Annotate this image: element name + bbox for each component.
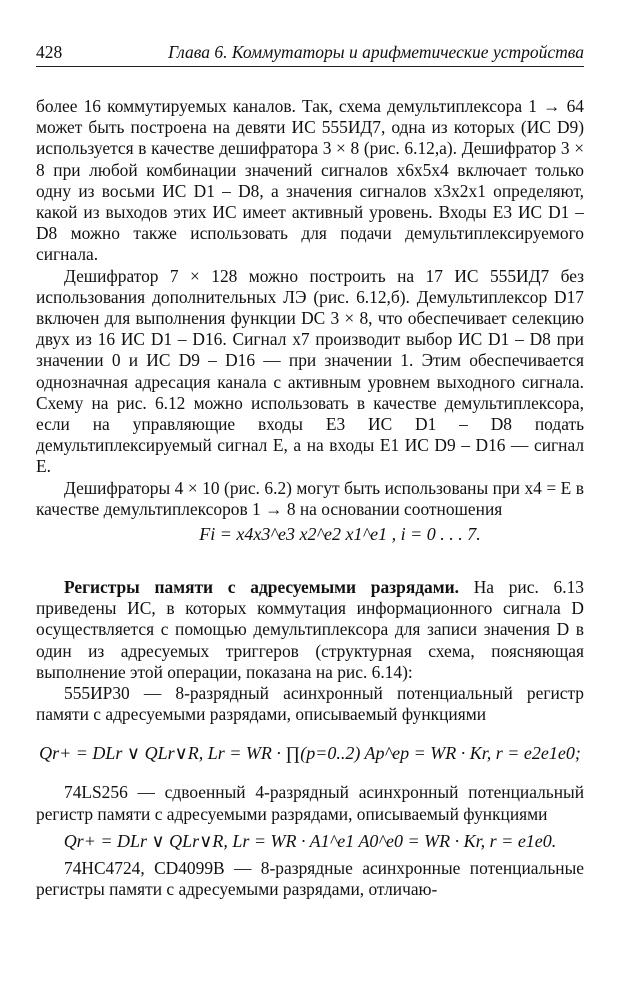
paragraph-4-text: На рис. 6.13 приведены ИС, в которых коммутация информационного сигнала D осуществляется с помощью демультиплексора для записи значения D в один из адресуемых триггеров (структурная схема, поясняющая выполнение этой операции, показана на рис. 6.14):: [36, 577, 584, 682]
paragraph-2: Дешифратор 7 × 128 можно построить на 17 ИС 555ИД7 без использования дополнительных ЛЭ (рис. 6.12,б). Демультиплексор D17 включен для выполнения функции DC 3 × 8, что обеспечивает селекцию двух из 16 ИС D1 – D16. Сигнал x7 производит выбор ИС D1 – D8 при значении 0 и ИС D9 – D16 — при значении 1. Этим обеспечивается однозначная адресация канала с активным уровнем выходного сигнала. Схему на рис. 6.12 можно использовать в качестве демультиплексора, если на управляющие входы E3 ИС D1 – D8 подать демультиплексируемый сигнал E, а на входы E1 ИС D9 – D16 — сигнал E.: [36, 265, 584, 477]
paragraph-6: 74LS256 — сдвоенный 4-разрядный асинхронный потенциальный регистр памяти с адресуемыми разрядами, описываемый функциями: [36, 782, 584, 824]
formula-3: Qr+ = DLr ∨ QLr∨R, Lr = WR · A1^e1 A0^e0 = WR · Kr, r = e1e0.: [63, 830, 557, 851]
paragraph-4: [36, 577, 584, 683]
paragraph-1: более 16 коммутируемых каналов. Так, схема демультиплексора 1 → 64 может быть построена на девяти ИС 555ИД7, одна из которых (ИС D9) используется в качестве дешифратора 3 × 8 (рис. 6.12,а). Дешифратор 3 × 8 при любой комбинации значений сигналов x6x5x4 включает только одну из восьми ИС D1 – D8, а значения сигналов x3x2x1 определяют, какой из выходов этих ИС имеет активный уровень. Входы E3 ИС D1 – D8 можно также использовать для подачи демультиплексируемого сигнала.: [36, 96, 584, 265]
paragraph-5: 555ИР30 — 8-разрядный асинхронный потенциальный регистр памяти с адресуемыми разрядами, описываемый функциями: [36, 683, 584, 725]
formula-1: Fi = x4x3^e3 x2^e2 x1^e1 , i = 0 . . . 7.: [199, 524, 481, 545]
paragraph-3: Дешифраторы 4 × 10 (рис. 6.2) могут быть использованы при x4 = E в качестве демультиплексоров 1 → 8 на основании соотношения: [36, 477, 584, 519]
paragraph-7: 74HC4724, CD4099B — 8-разрядные асинхронные потенциальные регистры памяти с адресуемыми разрядами, отличаю-: [36, 857, 584, 900]
section-heading: Регистры памяти с адресуемыми разрядами.: [64, 577, 459, 598]
page-body: [36, 96, 584, 900]
formula-2: Qr+ = DLr ∨ QLr∨R, Lr = WR · ∏(p=0..2) Ap^ep = WR · Kr, r = e2e1e0;: [39, 743, 581, 764]
page-number: 428: [36, 42, 63, 62]
running-title: Глава 6. Коммутаторы и арифметические устройства: [168, 42, 584, 62]
page-header: [36, 40, 584, 67]
